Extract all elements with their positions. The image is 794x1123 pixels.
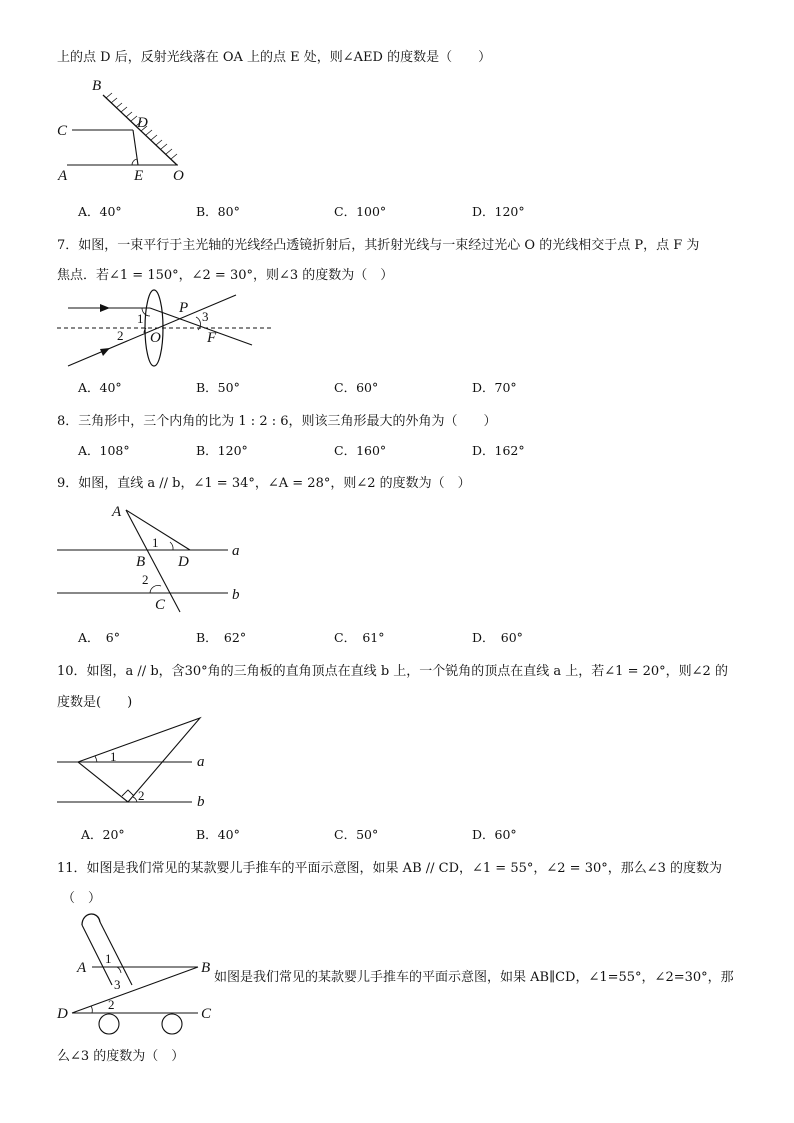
q9-label-B: B xyxy=(136,554,146,570)
q7-stem-line2: 焦点．若∠1 = 150°，∠2 = 30°，则∠3 的度数为（ ） xyxy=(57,268,394,283)
q11-stem-line2: （ ） xyxy=(62,891,102,906)
q11-repeat-text-line2: 么∠3 的度数为（ ） xyxy=(57,1049,185,1064)
q7-option-c[interactable]: C．60° xyxy=(334,380,379,395)
q7-label-P: P xyxy=(179,300,189,316)
q10-label-b: b xyxy=(197,794,205,810)
q7-option-b[interactable]: B．50° xyxy=(196,380,240,395)
q6-label-C: C xyxy=(57,123,68,139)
q11-label-2: 2 xyxy=(108,997,115,1012)
q10-option-c[interactable]: C．50° xyxy=(334,827,379,842)
q9-label-b: b xyxy=(232,587,240,603)
q9-label-a: a xyxy=(232,543,240,559)
q6-label-B: B xyxy=(92,78,102,94)
q9-label-D: D xyxy=(178,554,189,570)
q8-option-c[interactable]: C．160° xyxy=(334,443,387,458)
q10-label-1: 1 xyxy=(110,749,117,764)
q11-repeat-text-line1: 如图是我们常见的某款婴儿手推车的平面示意图，如果 AB∥CD，∠1=55°，∠2=30°，那 xyxy=(214,970,734,985)
q9-stem: 9．如图，直线 a // b，∠1 = 34°，∠A = 28°，则∠2 的度数为（ ） xyxy=(57,476,471,491)
q7-label-O: O xyxy=(150,330,161,346)
q10-option-d[interactable]: D．60° xyxy=(472,827,517,842)
q10-label-2: 2 xyxy=(138,788,145,803)
q9-label-A: A xyxy=(112,504,122,520)
q7-option-d[interactable]: D．70° xyxy=(472,380,517,395)
q7-label-1: 1 xyxy=(137,311,144,326)
q9-option-c[interactable]: C． 61° xyxy=(334,630,385,645)
q11-label-1: 1 xyxy=(105,951,112,966)
q9-label-C: C xyxy=(155,597,166,613)
q8-option-a[interactable]: A．108° xyxy=(78,443,130,458)
q11-label-A: A xyxy=(77,960,87,976)
q10-option-a[interactable]: A．20° xyxy=(81,827,125,842)
q8-stem: 8．三角形中，三个内角的比为 1 : 2 : 6，则该三角形最大的外角为（ ） xyxy=(57,414,497,429)
q10-stem-line2: 度数是( ) xyxy=(57,695,133,710)
q7-stem-line1: 7．如图，一束平行于主光轴的光线经凸透镜折射后，其折射光线与一束经过光心 O 的光线相交于点 P，点 F 为 xyxy=(57,238,700,253)
q9-label-1: 1 xyxy=(152,535,159,550)
q11-label-3: 3 xyxy=(114,977,121,992)
q6-label-O: O xyxy=(173,168,184,184)
q11-label-D: D xyxy=(57,1006,68,1022)
q8-option-d[interactable]: D．162° xyxy=(472,443,525,458)
q9-option-a[interactable]: A． 6° xyxy=(78,630,120,645)
q7-option-a[interactable]: A．40° xyxy=(78,380,122,395)
q7-label-3: 3 xyxy=(202,309,209,324)
q6-label-A: A xyxy=(58,168,68,184)
q6-option-b[interactable]: B．80° xyxy=(196,204,240,219)
q9-option-d[interactable]: D． 60° xyxy=(472,630,523,645)
q10-stem-line1: 10．如图，a // b，含30°角的三角板的直角顶点在直线 b 上，一个锐角的顶点在直线 a 上，若∠1 = 20°，则∠2 的 xyxy=(57,664,728,679)
q10-option-b[interactable]: B．40° xyxy=(196,827,240,842)
q6-label-E: E xyxy=(134,168,144,184)
q6-option-c[interactable]: C．100° xyxy=(334,204,387,219)
q6-option-a[interactable]: A．40° xyxy=(78,204,122,219)
q11-label-B: B xyxy=(201,960,211,976)
q7-label-F: F xyxy=(207,330,217,346)
q7-label-2: 2 xyxy=(117,328,124,343)
q11-label-C: C xyxy=(201,1006,212,1022)
q6-stem: 上的点 D 后，反射光线落在 OA 上的点 E 处，则∠AED 的度数是（ ） xyxy=(57,50,492,65)
q11-stem-line1: 11．如图是我们常见的某款婴儿手推车的平面示意图，如果 AB // CD，∠1 = 55°，∠2 = 30°，那么∠3 的度数为 xyxy=(57,861,723,876)
q9-option-b[interactable]: B． 62° xyxy=(196,630,247,645)
q10-label-a: a xyxy=(197,754,205,770)
q8-option-b[interactable]: B．120° xyxy=(196,443,248,458)
q6-option-d[interactable]: D．120° xyxy=(472,204,525,219)
q9-label-2: 2 xyxy=(142,572,149,587)
q6-label-D: D xyxy=(137,115,148,131)
